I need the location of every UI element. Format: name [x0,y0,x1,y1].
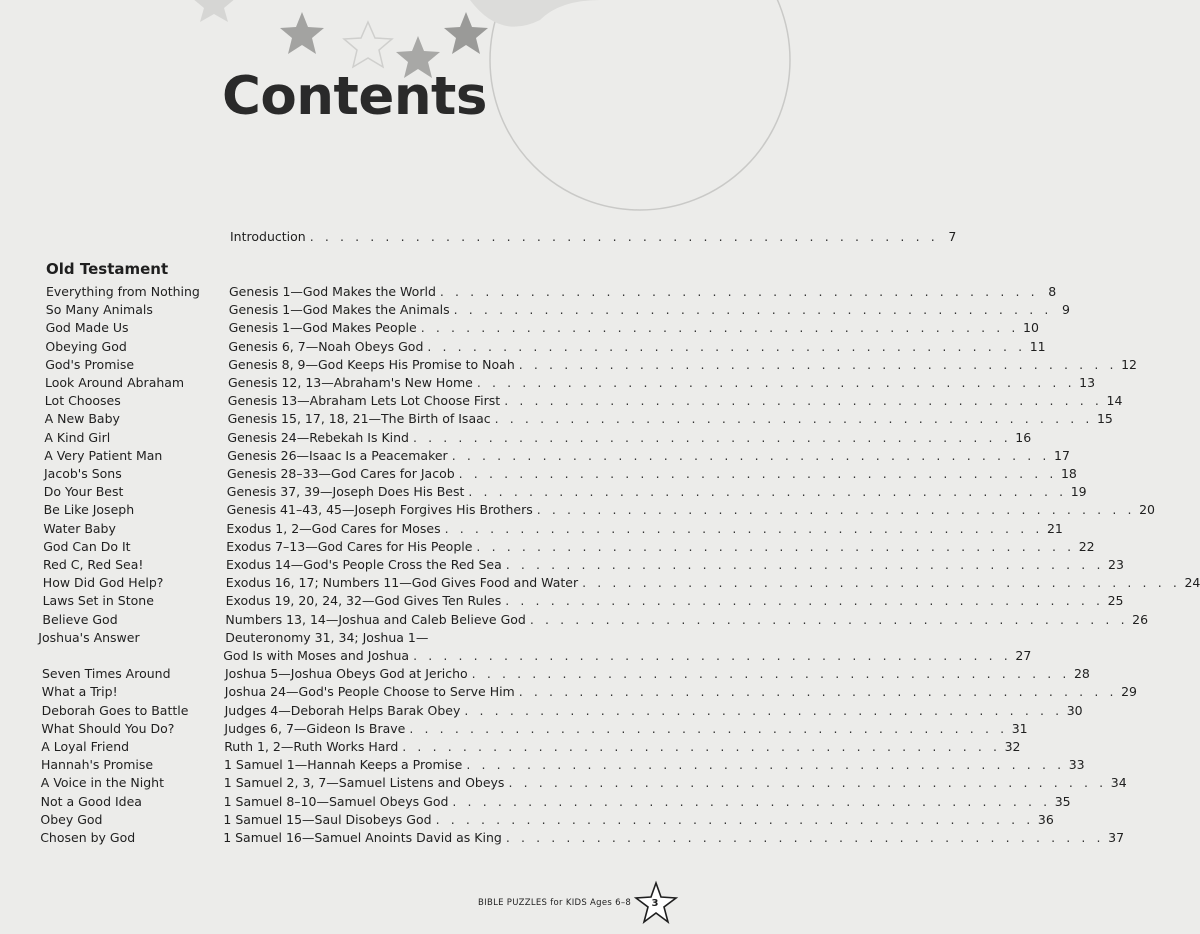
puzzle-title: A Kind Girl [44,429,111,445]
chapter-entry [227,410,1113,428]
table-row [0,538,1095,556]
table-row [0,392,1123,410]
chapter-page: 22 [1078,538,1095,554]
table-row [0,465,1077,483]
chapter-text: 1 Samuel 2, 3, 7—Samuel Listens and Obeys [223,775,505,791]
chapter-page: 9 [1061,302,1070,318]
chapter-entry [223,647,1032,665]
chapter-page: 24 [1184,575,1200,591]
puzzle-title: Believe God [42,611,118,627]
chapter-entry [226,556,1124,574]
leader-dots: . . . . . . . . . . . . . . . . . . . . . . . . . . . . . . . . . . . . . . . . [435,811,1034,827]
chapter-text: Exodus 14—God's People Cross the Red Sea [226,557,502,572]
table-row [0,483,1087,501]
chapter-entry [225,665,1090,683]
puzzle-title: Deborah Goes to Battle [41,702,189,718]
chapter-page: 20 [1139,502,1155,518]
leader-dots: . . . . . . . . . . . . . . . . . . . . . . . . . . . . . . . . . . . . . . . . [476,538,1075,554]
puzzle-title: God Made Us [45,320,129,336]
footer-book-title: BIBLE PUZZLES for KIDS Ages 6–8 [478,898,632,908]
leader-dots: . . . . . . . . . . . . . . . . . . . . . . . . . . . . . . . . . . . . . . . . [505,830,1105,845]
chapter-page: 21 [1046,520,1063,536]
chapter-text: Numbers 13, 14—Joshua and Caleb Believe God [225,611,526,627]
chapter-page: 12 [1121,356,1137,372]
puzzle-title: Look Around Abraham [45,375,185,390]
chapter-entry [226,520,1063,538]
introduction-title: Introduction [230,229,306,244]
table-row [0,374,1096,392]
leader-dots: . . . . . . . . . . . . . . . . . . . . . . . . . . . . . . . . . . . . . . . . [453,302,1052,318]
chapter-entry [227,447,1070,465]
table-row [0,774,1127,792]
chapter-text: Judges 4—Deborah Helps Barak Obey [224,702,461,718]
puzzle-title: Do Your Best [43,484,124,500]
table-row [0,556,1124,574]
table-row [0,793,1071,811]
chapter-page: 35 [1054,793,1071,809]
table-row [0,738,1021,756]
table-row [0,829,1125,847]
puzzle-title: Joshua's Answer [38,629,140,645]
chapter-page: 31 [1011,720,1028,736]
chapter-page: 34 [1110,775,1127,791]
leader-dots: . . . . . . . . . . . . . . . . . . . . . . . . . . . . . . . . . . . . . . . . [427,338,1026,354]
chapter-text: Genesis 6, 7—Noah Obeys God [228,338,424,354]
chapter-text: Genesis 37, 39—Joseph Does His Best [226,484,465,500]
leader-dots: . . . . . . . . . . . . . . . . . . . . . . . . . . . . . . . . . . . . . . . . [536,502,1136,518]
chapter-entry [223,774,1127,792]
chapter-page: 19 [1070,484,1087,500]
leader-dots: . . . . . . . . . . . . . . . . . . . . . . . . . . . . . . . . . . . . . . . . [420,320,1020,336]
chapter-text: Genesis 12, 13—Abraham's New Home [228,375,473,390]
chapter-entry [226,538,1095,556]
leader-dots: . . . . . . . . . . . . . . . . . . . . . . . . . . . . . . . . . . . . . . . . [518,356,1118,372]
star-icon [192,0,236,22]
introduction-entry [230,228,957,246]
chapter-page: 13 [1079,375,1096,390]
chapter-entry [223,793,1071,811]
chapter-page: 14 [1106,393,1123,409]
chapter-page: 25 [1107,593,1124,609]
leader-dots: . . . . . . . . . . . . . . . . . . . . . . . . . . . . . . . . . . . . . . . . [413,648,1012,663]
chapter-entry [227,392,1123,410]
star-icon [344,22,392,67]
chapter-entry [225,574,1200,592]
section-heading: Old Testament [46,260,169,278]
chapter-page: 11 [1029,338,1046,354]
chapter-text: Genesis 41–43, 45—Joseph Forgives His Brothers [226,502,533,518]
leader-dots: . . . . . . . . . . . . . . . . . . . . . . . . . . . . . . . . . . . . . . . . . . [309,229,939,244]
chapter-entry [227,429,1032,447]
chapter-text: Exodus 16, 17; Numbers 11—God Gives Food and Water [225,575,579,591]
chapter-text: 1 Samuel 1—Hannah Keeps a Promise [224,757,463,773]
chapter-text-line1: Deuteronomy 31, 34; Joshua 1— [225,629,429,645]
puzzle-title: What a Trip! [41,684,118,700]
table-row [0,338,1046,356]
chapter-entry [226,501,1155,519]
chapter-page: 8 [1048,284,1057,299]
leader-dots: . . . . . . . . . . . . . . . . . . . . . . . . . . . . . . . . . . . . . . . . [468,484,1067,500]
puzzle-title: God's Promise [45,356,135,372]
leader-dots: . . . . . . . . . . . . . . . . . . . . . . . . . . . . . . . . . . . . . . . . [504,393,1103,409]
leader-dots: . . . . . . . . . . . . . . . . . . . . . . . . . . . . . . . . . . . . . . . . [458,466,1057,481]
chapter-text: Ruth 1, 2—Ruth Works Hard [224,739,399,754]
chapter-page: 27 [1015,648,1032,663]
chapter-text: Genesis 1—God Makes the World [229,284,436,299]
chapter-text: Genesis 8, 9—God Keeps His Promise to Noah [228,356,515,372]
chapter-text: 1 Samuel 15—Saul Disobeys God [223,811,432,827]
leader-dots: . . . . . . . . . . . . . . . . . . . . . . . . . . . . . . . . . . . . . . . . [582,575,1181,591]
chapter-page: 32 [1004,739,1021,754]
puzzle-title: A Voice in the Night [40,775,164,791]
puzzle-title: A Very Patient Man [44,447,163,463]
chapter-entry [228,301,1070,319]
chapter-page: 18 [1060,466,1077,481]
chapter-page: 28 [1073,666,1090,682]
chapter-page: 15 [1096,411,1113,427]
chapter-text: Joshua 24—God's People Choose to Serve Him [224,684,515,700]
chapter-page: 33 [1068,757,1085,773]
chapter-text: Genesis 15, 17, 18, 21—The Birth of Isaac [227,411,491,427]
table-row [0,720,1028,738]
leader-dots: . . . . . . . . . . . . . . . . . . . . . . . . . . . . . . . . . . . . . . . . [505,593,1104,609]
puzzle-title: Not a Good Idea [40,793,142,809]
chapter-page: 36 [1037,811,1054,827]
chapter-entry [224,683,1137,701]
table-row [0,574,1200,592]
chapter-text: Genesis 1—God Makes People [228,320,417,336]
puzzle-title: Lot Chooses [44,393,121,409]
leader-dots: . . . . . . . . . . . . . . . . . . . . . . . . . . . . . . . . . . . . . . . . [471,666,1070,682]
table-row [0,283,1057,301]
arc-decoration [490,0,790,210]
puzzle-title: A New Baby [44,411,120,427]
chapter-text: Exodus 19, 20, 24, 32—God Gives Ten Rules [225,593,502,609]
cloud-decoration [470,0,600,27]
table-row [0,756,1085,774]
chapter-text: Genesis 1—God Makes the Animals [228,302,450,318]
puzzle-title: So Many Animals [45,302,153,318]
chapter-text: Genesis 28–33—God Cares for Jacob [227,466,455,481]
table-row [0,319,1039,337]
leader-dots: . . . . . . . . . . . . . . . . . . . . . . . . . . . . . . . . . . . . . . . . [409,720,1008,736]
table-row [0,410,1113,428]
leader-dots: . . . . . . . . . . . . . . . . . . . . . . . . . . . . . . . . . . . . . . . . [476,375,1076,390]
table-row [0,447,1070,465]
puzzle-title: Chosen by God [40,830,136,845]
puzzle-title: What Should You Do? [41,720,175,736]
chapter-entry [228,338,1046,356]
chapter-entry [228,319,1039,337]
table-row [0,811,1054,829]
footer-page-number: 3 [651,898,659,909]
chapter-text: Exodus 1, 2—God Cares for Moses [226,520,441,536]
chapter-page: 17 [1054,447,1070,463]
chapter-page: 16 [1015,429,1032,445]
puzzle-title: Hannah's Promise [41,757,154,773]
star-icon [280,12,324,54]
chapter-entry [229,283,1057,301]
chapter-entry [225,592,1124,610]
leader-dots: . . . . . . . . . . . . . . . . . . . . . . . . . . . . . . . . . . . . . . . . [494,411,1093,427]
table-row [0,301,1070,319]
star-icon [444,12,488,54]
leader-dots: . . . . . . . . . . . . . . . . . . . . . . . . . . . . . . . . . . . . . . . . [412,429,1012,445]
chapter-text: Joshua 5—Joshua Obeys God at Jericho [225,666,468,682]
table-row [0,683,1137,701]
page-title: Contents [222,66,487,127]
table-row [0,702,1083,720]
leader-dots: . . . . . . . . . . . . . . . . . . . . . . . . . . . . . . . . . . . . . . . . [518,684,1118,700]
chapter-entry [223,829,1125,847]
puzzle-title: Everything from Nothing [46,284,200,299]
puzzle-title: A Loyal Friend [41,739,130,754]
puzzle-title: Seven Times Around [42,666,171,682]
chapter-entry [224,756,1085,774]
leader-dots: . . . . . . . . . . . . . . . . . . . . . . . . . . . . . . . . . . . . . . . . [464,702,1063,718]
leader-dots: . . . . . . . . . . . . . . . . . . . . . . . . . . . . . . . . . . . . . . . . [451,447,1051,463]
puzzle-title: Water Baby [43,520,116,536]
chapter-page: 23 [1108,557,1124,572]
chapter-text: Genesis 24—Rebekah Is Kind [227,429,409,445]
leader-dots: . . . . . . . . . . . . . . . . . . . . . . . . . . . . . . . . . . . . . . . . [529,611,1129,627]
puzzle-title: Obey God [40,811,103,827]
table-row [0,665,1090,683]
chapter-entry [223,811,1054,829]
leader-dots: . . . . . . . . . . . . . . . . . . . . . . . . . . . . . . . . . . . . . . . . [508,775,1107,791]
table-row [0,356,1137,374]
chapter-text: Exodus 7–13—God Cares for His People [226,538,473,554]
chapter-text: Genesis 13—Abraham Lets Lot Choose First [227,393,501,409]
puzzle-title: How Did God Help? [42,575,164,591]
table-row [0,429,1032,447]
leader-dots: . . . . . . . . . . . . . . . . . . . . . . . . . . . . . . . . . . . . . . . . [402,739,1001,754]
chapter-text: Genesis 26—Isaac Is a Peacemaker [227,447,448,463]
chapter-entry [224,702,1083,720]
table-row [0,629,705,647]
chapter-page: 10 [1023,320,1039,336]
puzzle-title: Obeying God [45,338,127,354]
puzzle-title: God Can Do It [43,538,131,554]
puzzle-title: Laws Set in Stone [42,593,154,609]
chapter-page: 26 [1132,611,1149,627]
puzzle-title: Red C, Red Sea! [43,557,144,572]
chapter-text: 1 Samuel 16—Samuel Anoints David as King [223,830,502,845]
leader-dots: . . . . . . . . . . . . . . . . . . . . . . . . . . . . . . . . . . . . . . . . [439,284,1039,299]
leader-dots: . . . . . . . . . . . . . . . . . . . . . . . . . . . . . . . . . . . . . . . . [466,757,1065,773]
chapter-text: 1 Samuel 8–10—Samuel Obeys God [223,793,449,809]
table-row [0,501,1155,519]
chapter-text: Judges 6, 7—Gideon Is Brave [224,720,406,736]
chapter-entry [228,356,1137,374]
puzzle-title: Jacob's Sons [44,466,122,481]
chapter-entry [226,483,1087,501]
chapter-page: 30 [1066,702,1083,718]
introduction-page: 7 [948,229,957,244]
chapter-page: 37 [1108,830,1125,845]
table-row [0,592,1124,610]
chapter-page: 29 [1121,684,1137,700]
chapter-entry [227,465,1077,483]
chapter-entry [224,738,1021,756]
chapter-entry [224,720,1028,738]
chapter-entry [228,374,1096,392]
chapter-entry [225,611,1149,629]
table-row [0,611,1149,629]
leader-dots: . . . . . . . . . . . . . . . . . . . . . . . . . . . . . . . . . . . . . . . . [444,520,1043,536]
puzzle-title: Be Like Joseph [43,502,135,518]
chapter-text: God Is with Moses and Joshua [223,648,410,663]
leader-dots: . . . . . . . . . . . . . . . . . . . . . . . . . . . . . . . . . . . . . . . . [452,793,1051,809]
leader-dots: . . . . . . . . . . . . . . . . . . . . . . . . . . . . . . . . . . . . . . . . [505,557,1105,572]
table-row [0,520,1063,538]
